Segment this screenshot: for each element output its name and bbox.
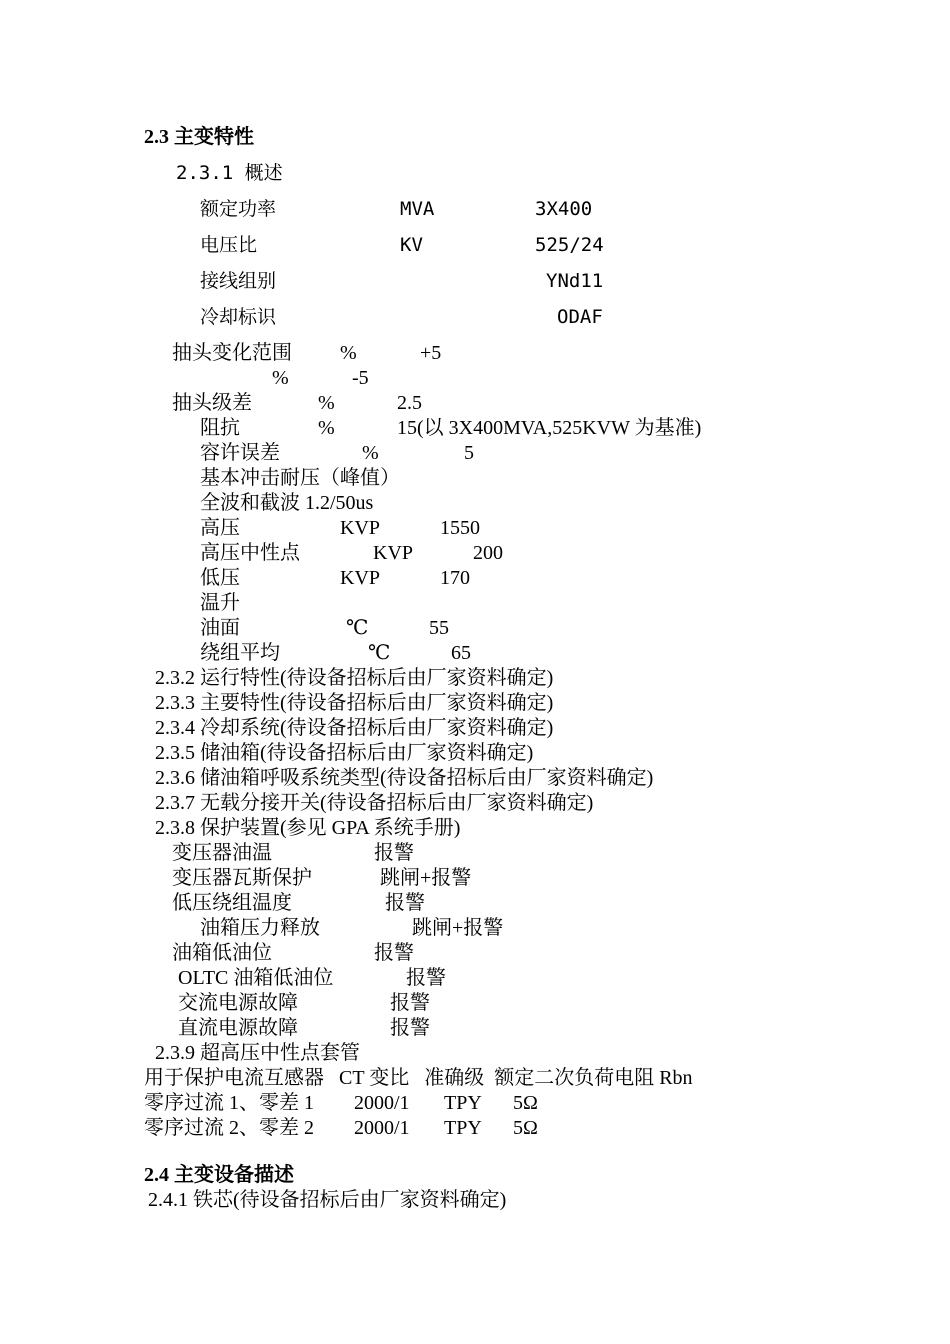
- section-2-3-9-title: 2.3.9 超高压中性点套管: [155, 1042, 360, 1064]
- impedance-label: 阻抗: [200, 417, 240, 439]
- winding-label: 绕组平均: [200, 642, 280, 664]
- tap-step-unit: %: [318, 392, 335, 414]
- section-2-3-6: 2.3.6 储油箱呼吸系统类型(待设备招标后由厂家资料确定): [155, 767, 654, 789]
- ct-row-burden: 5Ω: [513, 1117, 538, 1139]
- winding-unit: ℃: [368, 642, 391, 664]
- ct-row-name: 零序过流 1、零差 1: [144, 1092, 314, 1114]
- ct-row-class: TPY: [444, 1092, 482, 1114]
- section-2-3-5: 2.3.5 储油箱(待设备招标后由厂家资料确定): [155, 742, 534, 764]
- oil-unit: ℃: [346, 617, 369, 639]
- section-2-4-1: 2.4.1 铁芯(待设备招标后由厂家资料确定): [148, 1189, 507, 1211]
- cooling-label: 冷却标识: [200, 306, 277, 328]
- winding-value: 65: [451, 642, 471, 664]
- tolerance-label: 容许误差: [200, 442, 280, 464]
- ct-table-header: 用于保护电流互感器 CT 变比 准确级 额定二次负荷电阻 Rbn: [144, 1067, 693, 1089]
- hv-neutral-unit: KVP: [373, 542, 414, 564]
- oil-value: 55: [429, 617, 449, 639]
- protection-item-action: 报警: [390, 1017, 430, 1039]
- lv-value: 170: [440, 567, 470, 589]
- section-2-3-8-title: 2.3.8 保护装置(参见 GPA 系统手册): [155, 817, 461, 839]
- section-2-3-1-title: 2.3.1 概述: [176, 162, 283, 184]
- voltage-ratio-label: 电压比: [200, 234, 258, 256]
- tolerance-value: 5: [464, 442, 474, 464]
- oil-label: 油面: [200, 617, 240, 639]
- protection-item-label: OLTC 油箱低油位: [178, 967, 334, 989]
- vector-group-value: YNd11: [546, 270, 604, 292]
- bil-wave: 全波和截波 1.2/50us: [200, 492, 374, 514]
- lv-label: 低压: [200, 567, 240, 589]
- protection-item-action: 跳闸+报警: [380, 867, 472, 889]
- protection-item-label: 油箱压力释放: [200, 917, 320, 939]
- rated-power-value: 3X400: [535, 198, 593, 220]
- hv-neutral-label: 高压中性点: [200, 542, 300, 564]
- protection-item-action: 报警: [406, 967, 446, 989]
- protection-item-label: 变压器油温: [172, 842, 272, 864]
- cooling-value: ODAF: [557, 306, 603, 328]
- rated-power-label: 额定功率: [200, 198, 277, 220]
- protection-item-action: 报警: [374, 942, 414, 964]
- protection-item-action: 跳闸+报警: [412, 917, 504, 939]
- ct-row-ratio: 2000/1: [354, 1117, 410, 1139]
- vector-group-label: 接线组别: [200, 270, 277, 292]
- tap-range-label: 抽头变化范围: [172, 342, 292, 364]
- hv-label: 高压: [200, 517, 240, 539]
- tolerance-unit: %: [362, 442, 379, 464]
- protection-item-action: 报警: [374, 842, 414, 864]
- tap-range-unit: %: [340, 342, 357, 364]
- protection-item-action: 报警: [385, 892, 425, 914]
- lv-unit: KVP: [340, 567, 381, 589]
- impedance-unit: %: [318, 417, 335, 439]
- ct-row-burden: 5Ω: [513, 1092, 538, 1114]
- ct-row-name: 零序过流 2、零差 2: [144, 1117, 314, 1139]
- tap-range-value-plus: +5: [420, 342, 442, 364]
- section-2-3-3: 2.3.3 主要特性(待设备招标后由厂家资料确定): [155, 692, 554, 714]
- hv-value: 1550: [440, 517, 480, 539]
- protection-item-action: 报警: [390, 992, 430, 1014]
- section-2-3-4: 2.3.4 冷却系统(待设备招标后由厂家资料确定): [155, 717, 554, 739]
- section-2-4-title: 2.4 主变设备描述: [144, 1164, 294, 1186]
- protection-item-label: 低压绕组温度: [172, 892, 292, 914]
- tap-range-value-minus: -5: [352, 367, 369, 389]
- section-2-3-2: 2.3.2 运行特性(待设备招标后由厂家资料确定): [155, 667, 554, 689]
- rated-power-unit: MVA: [400, 198, 435, 220]
- protection-item-label: 变压器瓦斯保护: [172, 867, 312, 889]
- tap-step-value: 2.5: [397, 392, 422, 414]
- hv-neutral-value: 200: [473, 542, 503, 564]
- protection-item-label: 直流电源故障: [178, 1017, 298, 1039]
- voltage-ratio-value: 525/24: [535, 234, 604, 256]
- tap-range-unit-2: %: [272, 367, 289, 389]
- bil-title: 基本冲击耐压（峰值）: [200, 467, 400, 489]
- tap-step-label: 抽头级差: [172, 392, 252, 414]
- protection-item-label: 交流电源故障: [178, 992, 298, 1014]
- temp-rise-title: 温升: [200, 592, 240, 614]
- section-2-3-title: 2.3 主变特性: [144, 126, 254, 148]
- ct-row-class: TPY: [444, 1117, 482, 1139]
- impedance-value: 15(以 3X400MVA,525KVW 为基准): [397, 417, 702, 439]
- hv-unit: KVP: [340, 517, 381, 539]
- section-2-3-7: 2.3.7 无载分接开关(待设备招标后由厂家资料确定): [155, 792, 594, 814]
- ct-row-ratio: 2000/1: [354, 1092, 410, 1114]
- voltage-ratio-unit: KV: [400, 234, 423, 256]
- protection-item-label: 油箱低油位: [172, 942, 272, 964]
